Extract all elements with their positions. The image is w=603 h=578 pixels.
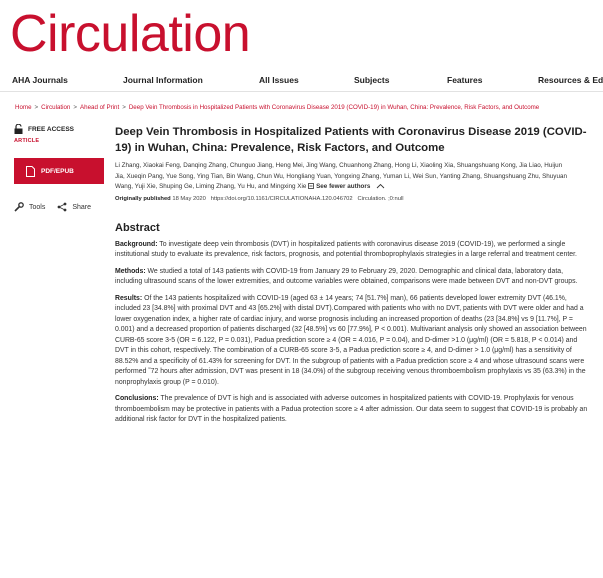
abstract-results: [115, 294, 590, 389]
share-label: Share: [72, 203, 92, 211]
free-access-label: FREE ACCESS: [28, 125, 74, 133]
abstract-heading: Abstract: [115, 221, 160, 234]
chevron-up-icon[interactable]: [376, 183, 385, 189]
breadcrumb-separator: >: [34, 104, 39, 111]
breadcrumb-home[interactable]: Home: [15, 104, 32, 111]
breadcrumb: [15, 104, 539, 111]
share-button[interactable]: [57, 202, 91, 212]
section-label: Conclusions:: [115, 395, 159, 402]
collapse-icon: [308, 183, 314, 189]
section-text: Of the 143 patients hospitalized with COVID-19 (aged 63 ± 14 years; 74 [51.7%] man), 66 patients developed lower extremity DVT (46.1%, included 23 [34.8%] with proximal DVT and 43 [65.2%] with distal DVT).Compared with patients who with no DVT, patients with DVT were older and had a lower oxygenation index, a higher rate of cardiac injury, and worse prognosis including an increased proportion of deaths (23 [34.8%] vs 9 [11.7%], P = 0.001) and a decreased proportion of patients discharged (32 [48.5%] vs 60 [77.9%], P < 0.001). Multivariant analysis only showed an association between CURB-65 score 3-5 (OR = 6.122, P = 0.031), Padua prediction score ≥ 4 (OR = 4.016, P = 0.04), and D-dimer >1.0 (μg/ml) (OR = 5.818, P < 0.014) and DVT in this cohort, respectively. The combination of a CURB-65 score 3-5, a Padua prediction score ≥ 4, and D-dimer > 1.0 (μg/ml) has a sensitivity of 88.52% and a specificity of 61.43% for screening for DVT. In the subgroup of patients with a Padua prediction score ≥ 4 and whose ultrasound scans were performed ˜72 hours after admission, DVT was present in 18 (34.0%) of the subgroup receiving venous thromboembolism prophylaxis vs 35 (63.3%) in the nonprophylaxis group (P = 0.010).: [115, 294, 587, 386]
author-list: [115, 161, 570, 193]
tools-share-row: [14, 202, 104, 212]
section-text: The prevalence of DVT is high and is associated with adverse outcomes in hospitalized patients with COVID-19. Prophylaxis for venous thromboembolism may be protective in patients with a Padua protection score ≥ 4 after admission. Our data seem to suggest that COVID-19 is probably an additional risk factor for DVT in the hospitalized patients.: [115, 395, 588, 423]
free-access-badge: [14, 124, 104, 134]
tools-button[interactable]: [14, 202, 45, 212]
section-label: Results:: [115, 294, 143, 302]
see-fewer-authors-link[interactable]: [308, 183, 372, 190]
journal-logo[interactable]: Circulation: [10, 5, 251, 63]
section-label: Background:: [115, 240, 158, 248]
nav-subjects[interactable]: Subjects: [354, 75, 390, 85]
share-icon: [57, 202, 67, 212]
section-text: To investigate deep vein thrombosis (DVT) in hospitalized patients with coronavirus disease 2019 (COVID-19), we performed a single institutional study to evaluate its prevalence, risk factors, prognosis, and potential thromboprophylaxis strategies in a large referral and treatment center.: [115, 240, 577, 258]
article-sidebar: [14, 124, 104, 212]
pdf-epub-button[interactable]: [14, 158, 104, 184]
abstract-conclusions: [115, 394, 590, 426]
article-main: [115, 124, 595, 426]
abstract-background: [115, 240, 590, 261]
abstract-methods: [115, 267, 590, 288]
doi-link[interactable]: https://doi.org/10.1161/CIRCULATIONAHA.120.046702: [210, 195, 353, 202]
published-date: 18 May 2020: [172, 195, 206, 202]
unlock-icon: [14, 124, 23, 134]
pdf-epub-label: PDF/EPUB: [41, 167, 74, 175]
top-navigation: [0, 70, 603, 92]
article-type-tag: ARTICLE: [14, 138, 40, 144]
breadcrumb-separator: >: [73, 104, 77, 111]
journal-reference: Circulation. ;0:null: [357, 195, 404, 202]
breadcrumb-ahead-of-print[interactable]: Ahead of Print: [80, 104, 120, 111]
section-text: We studied a total of 143 patients with COVID-19 from January 29 to February 29, 2020. Demographic and clinical data, laboratory data, including ultrasound scans of the lower extremities, and outcome variables were obtained, comparisons were made between DVT and non-DVT groups.: [115, 267, 578, 285]
publication-info: [115, 196, 595, 202]
breadcrumb-separator: >: [122, 104, 126, 111]
nav-features[interactable]: Features: [447, 75, 483, 85]
see-fewer-label: See fewer authors: [316, 183, 371, 190]
nav-all-issues[interactable]: All Issues: [259, 75, 299, 85]
article-title: Deep Vein Thrombosis in Hospitalized Patients with Coronavirus Disease 2019 (COVID-19) in Wuhan, China: Prevalence, Risk Factors, and Outcome: [115, 126, 587, 154]
breadcrumb-current-article: Deep Vein Thrombosis in Hospitalized Patients with Coronavirus Disease 2019 (COVID-19) in Wuhan, China: Prevalence, Risk Factors, and Outcome: [128, 104, 540, 111]
tools-label: Tools: [29, 203, 46, 211]
wrench-icon: [14, 202, 24, 212]
authors-text: Li Zhang, Xiaokai Feng, Danqing Zhang, Chunguo Jiang, Heng Mei, Jing Wang, Chuanhong Zhang, Hong Li, Xiaoling Xia, Shuangshuang Kong, Jia Liao, Huijun Jia, Xueqin Pang, Yue Song, Ying Tian, Bin Wang, Chun Wu, Hongliang Yuan, Yongxing Zhang, Yuman Li, Wei Sun, Yanting Zhang, Shuangshuang Zhu, Shuyuan Wang, Yuji Xie, Shuping Ge, Liming Zhang, Yu Hu, and Mingxing Xie: [115, 162, 567, 190]
section-label: Methods:: [115, 267, 146, 275]
document-icon: [26, 166, 35, 177]
nav-resources[interactable]: Resources & Ed: [538, 75, 603, 85]
breadcrumb-circulation[interactable]: Circulation: [41, 104, 71, 111]
nav-journal-information[interactable]: Journal Information: [123, 75, 203, 85]
nav-aha-journals[interactable]: AHA Journals: [12, 75, 68, 85]
published-label: Originally published: [115, 195, 171, 202]
